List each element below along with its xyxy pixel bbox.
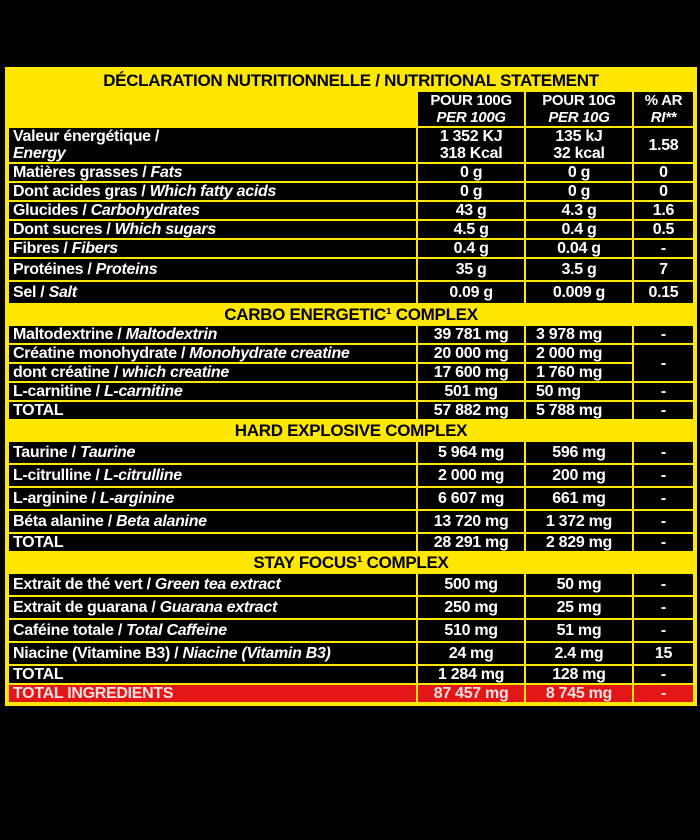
cell-per10: 3 978 mg	[526, 326, 632, 343]
row-label: Protéines / Proteins	[9, 259, 416, 280]
row-label: Taurine / Taurine	[9, 442, 416, 463]
row-label: Matières grasses / Fats	[9, 164, 416, 181]
row-label: Niacine (Vitamine B3) / Niacine (Vitamin B3)	[9, 643, 416, 664]
cell-ri: 0	[634, 164, 693, 181]
cell-per100: 500 mg	[418, 574, 524, 595]
cell-per100: 0.4 g	[418, 240, 524, 257]
row-label: L-arginine / L-arginine	[9, 488, 416, 509]
cell-per10: 596 mg	[526, 442, 632, 463]
total-row	[9, 666, 693, 683]
total-label: TOTAL	[9, 534, 416, 551]
grand-total-label: TOTAL INGREDIENTS	[9, 685, 416, 702]
table-row	[9, 620, 693, 641]
row-label: L-carnitine / L-carnitine	[9, 383, 416, 400]
cell-per100: 13 720 mg	[418, 511, 524, 532]
cell-per100: 39 781 mg	[418, 326, 524, 343]
row-label: Extrait de guarana / Guarana extract	[9, 597, 416, 618]
table-row	[9, 240, 693, 257]
total-ri: -	[634, 534, 693, 551]
cell-ri: 0.15	[634, 282, 693, 303]
cell-per100: 6 607 mg	[418, 488, 524, 509]
cell-per100: 250 mg	[418, 597, 524, 618]
cell-ri: -	[634, 574, 693, 595]
row-label: dont créatine / which creatine	[9, 364, 416, 381]
cell-per100: 0 g	[418, 164, 524, 181]
table-row	[9, 164, 693, 181]
cell-per10: 4.3 g	[526, 202, 632, 219]
cell-ri: -	[634, 465, 693, 486]
cell-ri: 1.6	[634, 202, 693, 219]
table-row	[9, 442, 693, 463]
table-row	[9, 202, 693, 219]
grand-total-per10: 8 745 mg	[526, 685, 632, 702]
cell-ri: -	[634, 620, 693, 641]
cell-ri: -	[634, 488, 693, 509]
grand-total-ri: -	[634, 685, 693, 702]
cell-per10: 0.009 g	[526, 282, 632, 303]
cell-per10: 1 760 mg	[526, 364, 632, 381]
nutrition-table	[7, 69, 695, 704]
table-row	[9, 643, 693, 664]
cell-per10: 0 g	[526, 183, 632, 200]
table-title-row	[9, 71, 693, 90]
row-label: Sel / Salt	[9, 282, 416, 303]
table-row	[9, 574, 693, 595]
row-label: Créatine monohydrate / Monohydrate creatine	[9, 345, 416, 362]
total-per100: 28 291 mg	[418, 534, 524, 551]
grand-total-row	[9, 685, 693, 702]
cell-per100: 4.5 g	[418, 221, 524, 238]
cell-per10: 2.4 mg	[526, 643, 632, 664]
cell-ri: -	[634, 383, 693, 400]
section-header-row	[9, 553, 693, 572]
table-row	[9, 383, 693, 400]
row-label: Béta alanine / Beta alanine	[9, 511, 416, 532]
cell-per100: 17 600 mg	[418, 364, 524, 381]
row-label: Fibres / Fibers	[9, 240, 416, 257]
row-label: L-citrulline / L-citrulline	[9, 465, 416, 486]
cell-per100: 20 000 mg	[418, 345, 524, 362]
table-row	[9, 345, 693, 362]
cell-per10: 661 mg	[526, 488, 632, 509]
row-label: Caféine totale / Total Caffeine	[9, 620, 416, 641]
cell-ri: 0	[634, 183, 693, 200]
cell-per100: 501 mg	[418, 383, 524, 400]
cell-ri: 0.5	[634, 221, 693, 238]
total-label: TOTAL	[9, 402, 416, 419]
section-header-row	[9, 421, 693, 440]
cell-per10: 135 kJ 32 kcal	[526, 128, 632, 162]
cell-ri: -	[634, 240, 693, 257]
cell-per10: 25 mg	[526, 597, 632, 618]
section-title: CARBO ENERGETIC¹ COMPLEX	[9, 305, 693, 324]
header-per100: POUR 100G PER 100G	[418, 92, 524, 126]
cell-per10: 0 g	[526, 164, 632, 181]
cell-ri: -	[634, 326, 693, 343]
total-per100: 57 882 mg	[418, 402, 524, 419]
table-row	[9, 259, 693, 280]
cell-per100: 1 352 KJ 318 Kcal	[418, 128, 524, 162]
table-row	[9, 511, 693, 532]
row-label: Glucides / Carbohydrates	[9, 202, 416, 219]
cell-per10: 200 mg	[526, 465, 632, 486]
row-label: Dont sucres / Which sugars	[9, 221, 416, 238]
total-per10: 5 788 mg	[526, 402, 632, 419]
cell-per10: 51 mg	[526, 620, 632, 641]
row-label: Maltodextrine / Maltodextrin	[9, 326, 416, 343]
column-header-row	[9, 92, 693, 126]
cell-per10: 0.04 g	[526, 240, 632, 257]
cell-per100: 35 g	[418, 259, 524, 280]
header-ri: % AR RI**	[634, 92, 693, 126]
row-label: Valeur énergétique / Energy	[9, 128, 416, 162]
cell-per10: 0.4 g	[526, 221, 632, 238]
header-per10: POUR 10G PER 10G	[526, 92, 632, 126]
section-title: HARD EXPLOSIVE COMPLEX	[9, 421, 693, 440]
cell-per100: 0 g	[418, 183, 524, 200]
cell-ri: 15	[634, 643, 693, 664]
cell-per10: 2 000 mg	[526, 345, 632, 362]
table-row	[9, 128, 693, 162]
cell-per100: 510 mg	[418, 620, 524, 641]
cell-ri: -	[634, 597, 693, 618]
section-title: STAY FOCUS¹ COMPLEX	[9, 553, 693, 572]
total-row	[9, 402, 693, 419]
cell-ri: 7	[634, 259, 693, 280]
table-row	[9, 488, 693, 509]
cell-per10: 50 mg	[526, 383, 632, 400]
table-row	[9, 597, 693, 618]
table-row	[9, 465, 693, 486]
cell-per10: 1 372 mg	[526, 511, 632, 532]
section-header-row	[9, 305, 693, 324]
row-label: Dont acides gras / Which fatty acids	[9, 183, 416, 200]
total-per10: 128 mg	[526, 666, 632, 683]
total-per100: 1 284 mg	[418, 666, 524, 683]
cell-per100: 43 g	[418, 202, 524, 219]
cell-per10: 50 mg	[526, 574, 632, 595]
cell-ri: 1.58	[634, 128, 693, 162]
table-title: DÉCLARATION NUTRITIONNELLE / NUTRITIONAL STATEMENT	[9, 71, 693, 90]
cell-ri: -	[634, 442, 693, 463]
total-ri: -	[634, 402, 693, 419]
row-label: Extrait de thé vert / Green tea extract	[9, 574, 416, 595]
cell-ri: -	[634, 345, 693, 381]
table-row	[9, 221, 693, 238]
cell-per100: 2 000 mg	[418, 465, 524, 486]
table-row	[9, 183, 693, 200]
total-row	[9, 534, 693, 551]
cell-per10: 3.5 g	[526, 259, 632, 280]
table-row	[9, 282, 693, 303]
grand-total-per100: 87 457 mg	[418, 685, 524, 702]
total-per10: 2 829 mg	[526, 534, 632, 551]
table-row	[9, 326, 693, 343]
cell-per100: 0.09 g	[418, 282, 524, 303]
total-label: TOTAL	[9, 666, 416, 683]
nutrition-panel	[5, 67, 697, 706]
total-ri: -	[634, 666, 693, 683]
cell-per100: 5 964 mg	[418, 442, 524, 463]
header-blank	[9, 92, 416, 126]
table-row	[9, 364, 693, 381]
cell-ri: -	[634, 511, 693, 532]
cell-per100: 24 mg	[418, 643, 524, 664]
